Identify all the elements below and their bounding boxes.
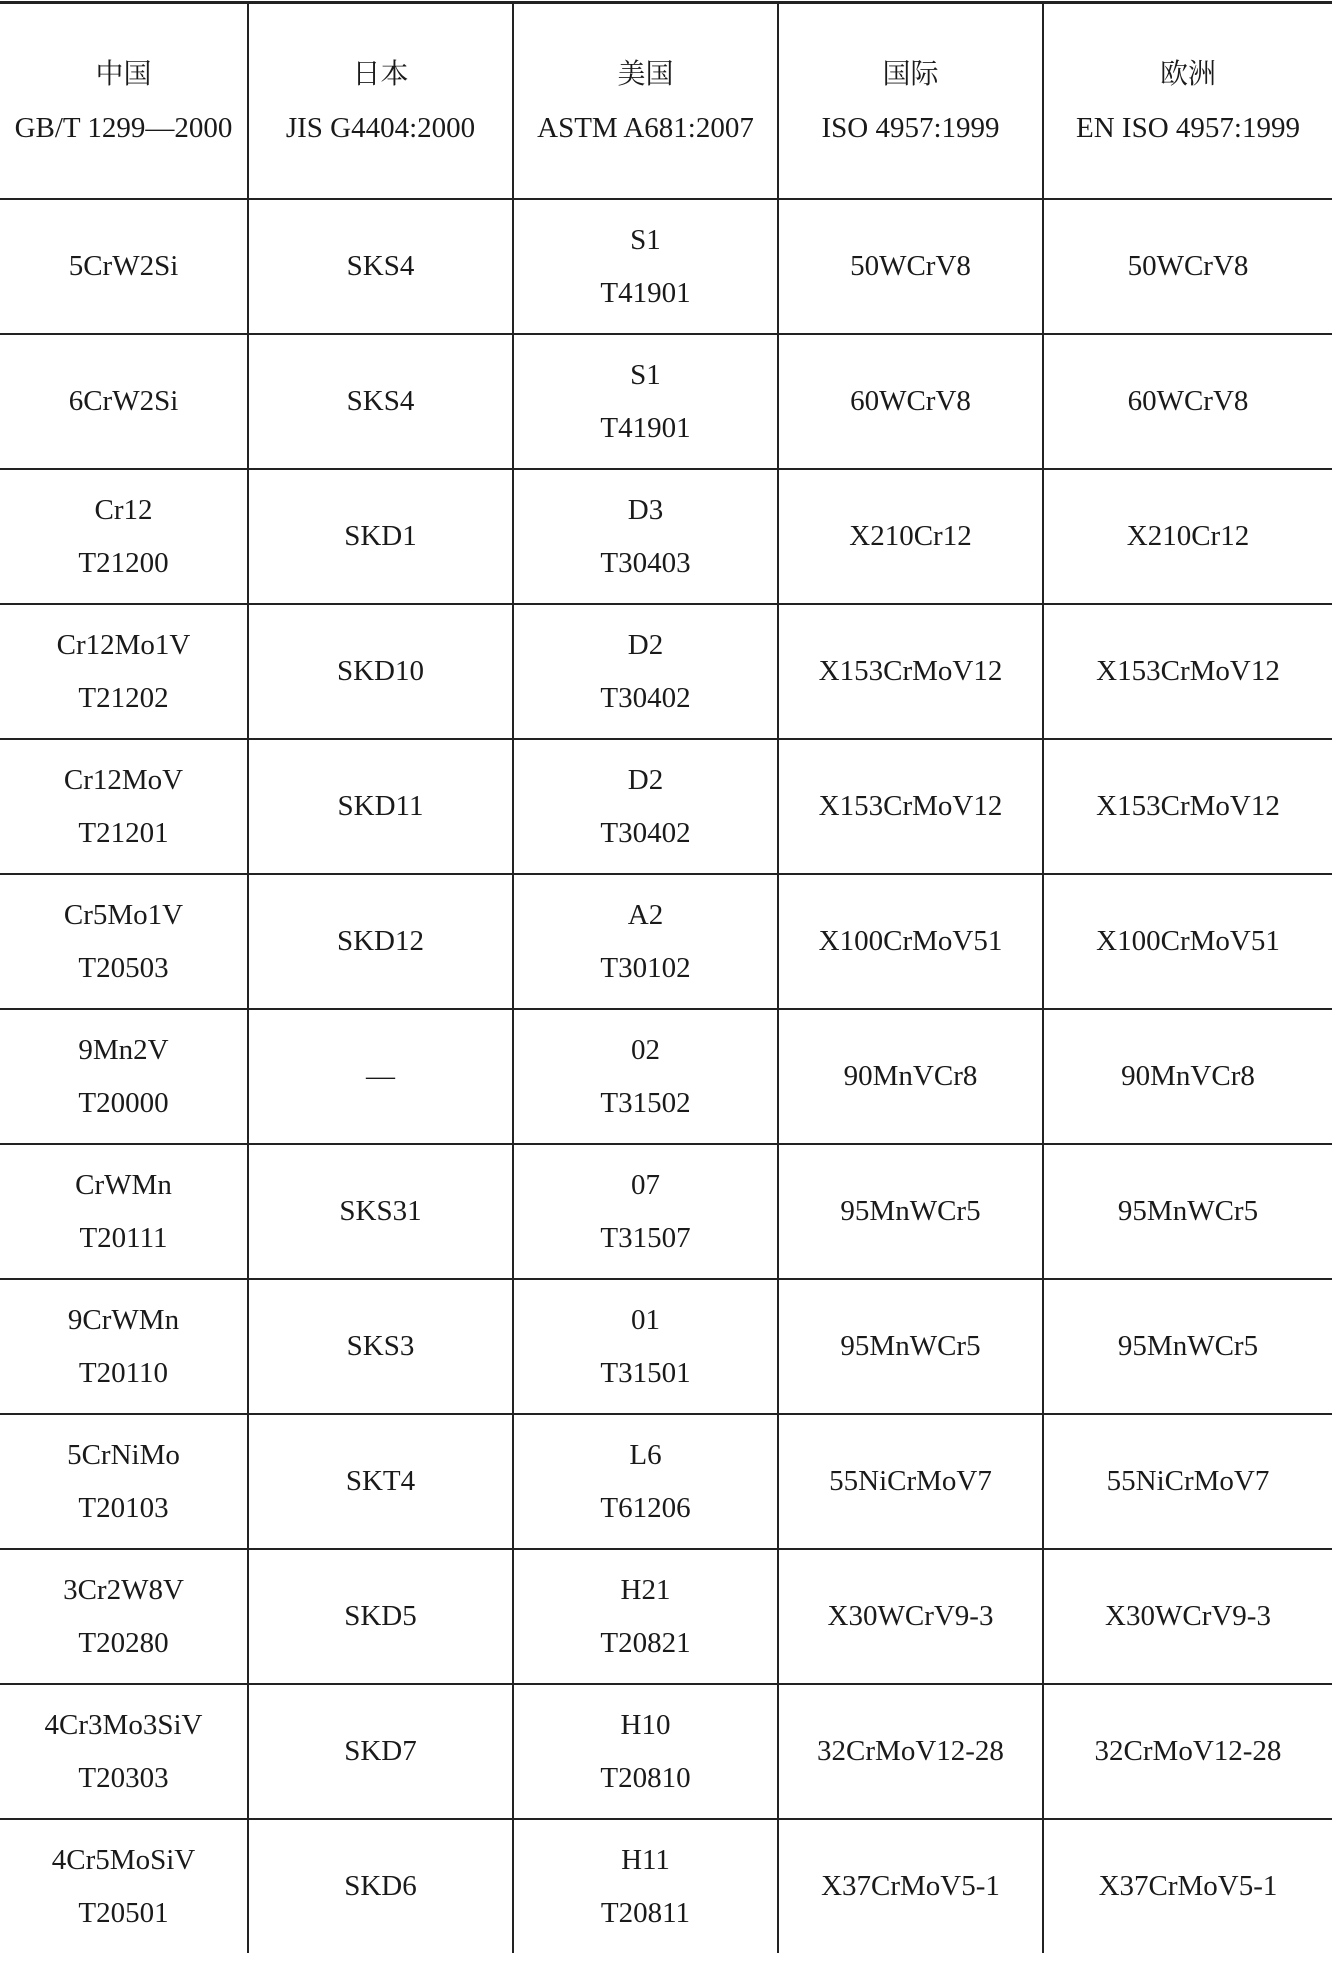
cell-usa-astm xyxy=(513,1819,778,1953)
cell-usa-astm xyxy=(513,1549,778,1684)
table-row xyxy=(0,1684,1332,1819)
table-row xyxy=(0,1414,1332,1549)
table-row xyxy=(0,1009,1332,1144)
grade-designation: SKD12 xyxy=(336,925,424,957)
header-standard-label: JIS G4404:2000 xyxy=(285,112,476,144)
grade-designation: T61206 xyxy=(600,1491,691,1524)
cell-iso xyxy=(778,739,1043,874)
cell-usa-astm xyxy=(513,1144,778,1279)
cell-china-gb xyxy=(0,334,248,469)
grade-designation: SKS31 xyxy=(339,1195,422,1227)
cell-japan-jis xyxy=(248,874,513,1009)
grade-designation: 5CrW2Si xyxy=(68,250,179,282)
grade-designation: 60WCrV8 xyxy=(850,385,971,417)
grade-designation: 90MnVCr8 xyxy=(1121,1060,1255,1092)
header-region-label: 欧洲 xyxy=(1159,57,1216,90)
grade-designation: X153CrMoV12 xyxy=(1096,655,1280,687)
grade-designation: T21201 xyxy=(78,816,169,849)
grade-designation: SKD10 xyxy=(336,655,424,687)
cell-china-gb xyxy=(0,874,248,1009)
grade-designation: T20280 xyxy=(78,1626,169,1659)
cell-china-gb xyxy=(0,199,248,334)
cell-iso xyxy=(778,1414,1043,1549)
grade-designation: X210Cr12 xyxy=(849,520,972,552)
cell-china-gb xyxy=(0,1414,248,1549)
cell-usa-astm xyxy=(513,1009,778,1144)
grade-designation: CrWMn xyxy=(75,1168,172,1201)
grade-designation: SKD6 xyxy=(344,1870,417,1902)
table-row xyxy=(0,739,1332,874)
header-cell-europe-en xyxy=(1043,3,1332,200)
grade-designation: 95MnWCr5 xyxy=(840,1195,981,1227)
grade-designation: Cr5Mo1V xyxy=(63,898,184,931)
cell-japan-jis xyxy=(248,739,513,874)
grade-designation: X100CrMoV51 xyxy=(1096,925,1280,957)
grade-designation: S1 xyxy=(630,358,661,391)
cell-china-gb xyxy=(0,739,248,874)
cell-europe-en xyxy=(1043,469,1332,604)
grade-designation: 90MnVCr8 xyxy=(843,1060,978,1092)
header-region-label: 日本 xyxy=(352,57,409,90)
grade-designation: 3Cr2W8V xyxy=(63,1573,184,1606)
grade-designation: 50WCrV8 xyxy=(1127,250,1249,282)
table-row xyxy=(0,1279,1332,1414)
grade-designation: — xyxy=(366,1060,395,1092)
cell-china-gb xyxy=(0,1279,248,1414)
cell-iso xyxy=(778,469,1043,604)
grade-designation: D3 xyxy=(627,493,664,526)
header-standard-label: ISO 4957:1999 xyxy=(821,112,1000,144)
grade-designation: 02 xyxy=(631,1033,660,1066)
grade-designation: 95MnWCr5 xyxy=(840,1330,981,1362)
table-row xyxy=(0,1144,1332,1279)
cell-japan-jis xyxy=(248,334,513,469)
grade-designation: D2 xyxy=(627,628,664,661)
cell-europe-en xyxy=(1043,1819,1332,1953)
grade-designation: A2 xyxy=(627,898,664,931)
cell-japan-jis xyxy=(248,199,513,334)
cell-iso xyxy=(778,604,1043,739)
cell-japan-jis xyxy=(248,1279,513,1414)
grade-designation: T20503 xyxy=(78,951,169,984)
grade-designation: 32CrMoV12-28 xyxy=(817,1735,1004,1767)
grade-designation: 60WCrV8 xyxy=(1127,385,1249,417)
table-row xyxy=(0,874,1332,1009)
cell-usa-astm xyxy=(513,199,778,334)
cell-usa-astm xyxy=(513,1414,778,1549)
cell-usa-astm xyxy=(513,1279,778,1414)
header-standard-label: GB/T 1299—2000 xyxy=(14,112,233,144)
grade-designation: 55NiCrMoV7 xyxy=(1106,1465,1270,1497)
grade-designation: T41901 xyxy=(600,276,691,309)
grade-designation: 50WCrV8 xyxy=(850,250,971,282)
header-cell-usa-astm xyxy=(513,3,778,200)
grade-designation: H21 xyxy=(620,1573,671,1606)
grade-designation: T31501 xyxy=(600,1356,691,1389)
grade-designation: T30102 xyxy=(600,951,691,984)
header-region-label: 国际 xyxy=(882,57,939,90)
grade-designation: 5CrNiMo xyxy=(67,1438,180,1471)
grade-designation: T20110 xyxy=(78,1356,169,1389)
grade-designation: X37CrMoV5-1 xyxy=(821,1870,1000,1902)
cell-usa-astm xyxy=(513,874,778,1009)
cell-europe-en xyxy=(1043,1144,1332,1279)
grade-designation: T20501 xyxy=(78,1896,169,1929)
cell-japan-jis xyxy=(248,1009,513,1144)
grade-designation: X210Cr12 xyxy=(1126,520,1250,552)
grade-designation: T21200 xyxy=(78,546,169,579)
grade-designation: X30WCrV9-3 xyxy=(1105,1600,1271,1632)
cell-japan-jis xyxy=(248,469,513,604)
cell-japan-jis xyxy=(248,604,513,739)
header-row xyxy=(0,3,1332,200)
grade-designation: H11 xyxy=(621,1843,670,1876)
header-standard-label: EN ISO 4957:1999 xyxy=(1076,112,1300,144)
grade-designation: 32CrMoV12-28 xyxy=(1094,1735,1282,1767)
cell-europe-en xyxy=(1043,1684,1332,1819)
cell-usa-astm xyxy=(513,739,778,874)
cell-japan-jis xyxy=(248,1819,513,1953)
grade-designation: 01 xyxy=(631,1303,660,1336)
grade-designation: L6 xyxy=(629,1438,662,1471)
table-row xyxy=(0,1549,1332,1684)
grade-designation: 4Cr3Mo3SiV xyxy=(44,1708,203,1741)
cell-europe-en xyxy=(1043,1279,1332,1414)
cell-europe-en xyxy=(1043,874,1332,1009)
header-cell-china-gb xyxy=(0,3,248,200)
header-standard-label: ASTM A681:2007 xyxy=(537,112,754,144)
grade-designation: T41901 xyxy=(600,411,691,444)
grade-designation: 9CrWMn xyxy=(67,1303,180,1336)
grade-designation: SKD5 xyxy=(344,1600,417,1632)
cell-china-gb xyxy=(0,1549,248,1684)
grade-designation: 55NiCrMoV7 xyxy=(829,1465,992,1497)
table-row xyxy=(0,334,1332,469)
grade-designation: T30403 xyxy=(600,546,691,579)
cell-iso xyxy=(778,1279,1043,1414)
table-body xyxy=(0,199,1332,1953)
grade-designation: T31502 xyxy=(600,1086,691,1119)
cell-usa-astm xyxy=(513,1684,778,1819)
grade-designation: Cr12MoV xyxy=(63,763,184,796)
steel-grade-comparison-table xyxy=(0,1,1332,1953)
table-row xyxy=(0,1819,1332,1953)
header-region-label: 美国 xyxy=(617,57,674,90)
table-header xyxy=(0,3,1332,200)
grade-designation: T20810 xyxy=(600,1761,691,1794)
cell-europe-en xyxy=(1043,1549,1332,1684)
grade-designation: 9Mn2V xyxy=(78,1033,169,1066)
grade-designation: T30402 xyxy=(600,681,691,714)
grade-designation: 6CrW2Si xyxy=(68,385,179,417)
cell-europe-en xyxy=(1043,1009,1332,1144)
cell-europe-en xyxy=(1043,604,1332,739)
grade-designation: S1 xyxy=(630,223,661,256)
grade-designation: T20103 xyxy=(78,1491,169,1524)
grade-designation: X153CrMoV12 xyxy=(1096,790,1280,822)
header-region-label: 中国 xyxy=(95,57,152,90)
grade-designation: SKS4 xyxy=(346,250,415,282)
grade-designation: 4Cr5MoSiV xyxy=(51,1843,196,1876)
table-row xyxy=(0,199,1332,334)
grade-designation: SKD11 xyxy=(337,790,424,822)
grade-designation: SKT4 xyxy=(345,1465,416,1497)
cell-iso xyxy=(778,199,1043,334)
grade-designation: X153CrMoV12 xyxy=(818,790,1003,822)
grade-designation: T20111 xyxy=(79,1221,168,1254)
cell-iso xyxy=(778,874,1043,1009)
grade-designation: Cr12Mo1V xyxy=(56,628,191,661)
grade-designation: 07 xyxy=(631,1168,660,1201)
cell-china-gb xyxy=(0,1144,248,1279)
cell-europe-en xyxy=(1043,334,1332,469)
cell-europe-en xyxy=(1043,739,1332,874)
grade-designation: T21202 xyxy=(78,681,169,714)
cell-japan-jis xyxy=(248,1144,513,1279)
grade-designation: X100CrMoV51 xyxy=(818,925,1003,957)
cell-japan-jis xyxy=(248,1414,513,1549)
cell-iso xyxy=(778,1684,1043,1819)
grade-designation: T20303 xyxy=(78,1761,169,1794)
cell-japan-jis xyxy=(248,1549,513,1684)
cell-iso xyxy=(778,1549,1043,1684)
grade-designation: H10 xyxy=(620,1708,671,1741)
grade-designation: X153CrMoV12 xyxy=(818,655,1003,687)
cell-usa-astm xyxy=(513,334,778,469)
grade-designation: T30402 xyxy=(600,816,691,849)
cell-japan-jis xyxy=(248,1684,513,1819)
cell-china-gb xyxy=(0,1684,248,1819)
header-cell-iso xyxy=(778,3,1043,200)
grade-designation: T20821 xyxy=(600,1626,691,1659)
cell-china-gb xyxy=(0,1819,248,1953)
cell-iso xyxy=(778,1009,1043,1144)
cell-iso xyxy=(778,1144,1043,1279)
grade-designation: SKS4 xyxy=(346,385,415,417)
cell-iso xyxy=(778,1819,1043,1953)
grade-designation: T31507 xyxy=(600,1221,691,1254)
table-row xyxy=(0,604,1332,739)
grade-designation: X30WCrV9-3 xyxy=(827,1600,994,1632)
cell-china-gb xyxy=(0,604,248,739)
cell-iso xyxy=(778,334,1043,469)
grade-designation: SKD7 xyxy=(344,1735,417,1767)
grade-designation: 95MnWCr5 xyxy=(1117,1330,1259,1362)
grade-designation: 95MnWCr5 xyxy=(1117,1195,1259,1227)
grade-designation: X37CrMoV5-1 xyxy=(1098,1870,1278,1902)
table-row xyxy=(0,469,1332,604)
header-cell-japan-jis xyxy=(248,3,513,200)
grade-designation: Cr12 xyxy=(94,493,153,526)
grade-designation: T20000 xyxy=(78,1086,169,1119)
grade-designation: SKD1 xyxy=(344,520,417,552)
cell-europe-en xyxy=(1043,1414,1332,1549)
cell-usa-astm xyxy=(513,604,778,739)
grade-designation: SKS3 xyxy=(346,1330,415,1362)
cell-china-gb xyxy=(0,1009,248,1144)
grade-designation: D2 xyxy=(627,763,664,796)
cell-europe-en xyxy=(1043,199,1332,334)
grade-designation: T20811 xyxy=(600,1896,691,1929)
cell-china-gb xyxy=(0,469,248,604)
cell-usa-astm xyxy=(513,469,778,604)
